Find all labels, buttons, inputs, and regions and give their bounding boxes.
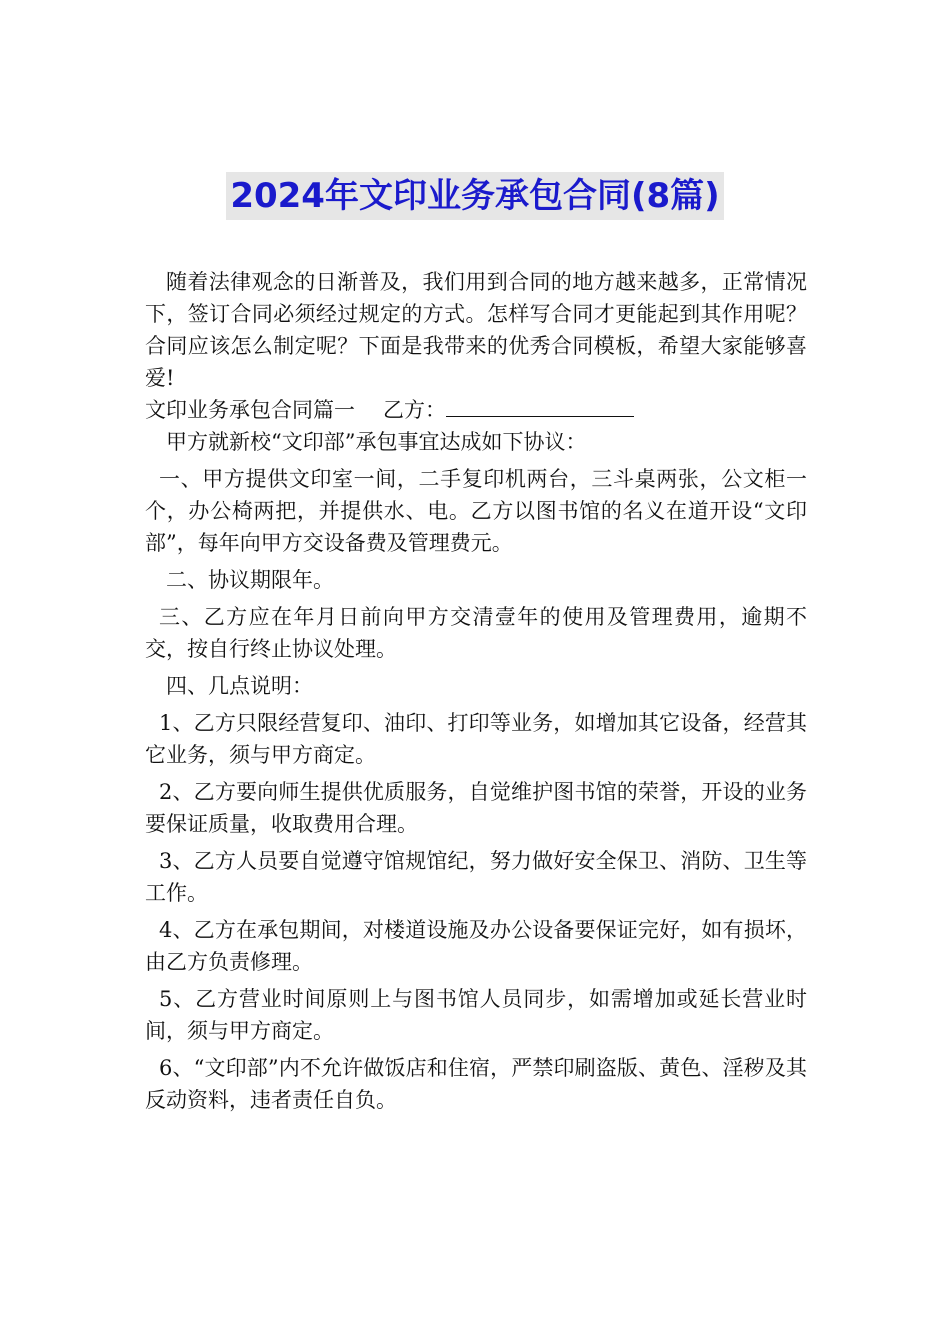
note-3: 3、乙方人员要自觉遵守馆规馆纪，努力做好安全保卫、消防、卫生等工作。 xyxy=(145,849,807,905)
note-4: 4、乙方在承包期间，对楼道设施及办公设备要保证完好，如有损坏，由乙方负责修理。 xyxy=(145,918,807,974)
section-heading: 文印业务承包合同篇一 xyxy=(145,398,355,422)
note-5: 5、乙方营业时间原则上与图书馆人员同步，如需增加或延长营业时间，须与甲方商定。 xyxy=(145,987,807,1043)
clause-2: 二、协议期限年。 xyxy=(166,568,334,592)
note-6: 6、“文印部”内不允许做饭店和住宿，严禁印刷盗版、黄色、淫秽及其反动资料，违者责任自负。 xyxy=(145,1056,807,1112)
note-1: 1、乙方只限经营复印、油印、打印等业务，如增加其它设备，经营其它业务，须与甲方商定。 xyxy=(145,711,807,767)
document-body xyxy=(145,266,807,1121)
clause-3: 三、乙方应在年月日前向甲方交清壹年的使用及管理费用，逾期不交，按自行终止协议处理。 xyxy=(145,605,807,661)
clause-4-heading: 四、几点说明： xyxy=(166,674,313,698)
document-title xyxy=(0,172,950,220)
document-title-text: 2024年文印业务承包合同(8篇) xyxy=(226,172,723,220)
intro-paragraph: 随着法律观念的日渐普及，我们用到合同的地方越来越多，正常情况下，签订合同必须经过规定的方式。怎样写合同才更能起到其作用呢？合同应该怎么制定呢？下面是我带来的优秀合同模板，希望大家能够喜爱! xyxy=(145,270,807,390)
party-b-label: 乙方： xyxy=(383,398,446,422)
note-2: 2、乙方要向师生提供优质服务，自觉维护图书馆的荣誉，开设的业务要保证质量，收取费用合理。 xyxy=(145,780,807,836)
agreement-preamble: 甲方就新校“文印部”承包事宜达成如下协议： xyxy=(166,430,587,454)
section-heading-line xyxy=(145,394,807,426)
clause-1: 一、甲方提供文印室一间，二手复印机两台，三斗桌两张，公文柜一个，办公椅两把，并提供水、电。乙方以图书馆的名义在道开设“文印部”，每年向甲方交设备费及管理费元。 xyxy=(145,467,807,555)
party-b-blank-line xyxy=(446,396,634,417)
